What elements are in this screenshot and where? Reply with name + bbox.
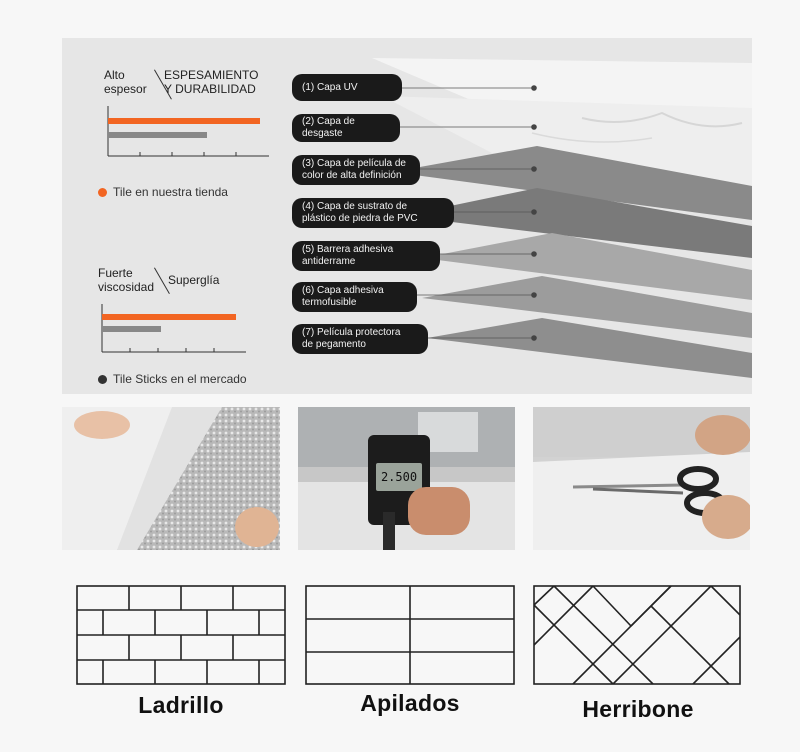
bar-ours-thickness <box>108 118 260 124</box>
metric-viscosity-chart <box>98 304 248 354</box>
pattern-herringbone-label: Herribone <box>582 696 694 722</box>
bar-ours-viscosity <box>102 314 236 320</box>
photo-thickness-gauge <box>298 407 515 550</box>
layer-label-7: (7) Película protectora de pegamento <box>292 324 428 354</box>
layer-label-6: (6) Capa adhesiva termofusible <box>292 282 417 312</box>
orange-dot-icon <box>98 188 107 197</box>
layer-label-5: (5) Barrera adhesiva antiderrame <box>292 241 440 271</box>
pattern-brick <box>76 585 286 685</box>
metric-thickness-left-label: Alto espesor <box>104 68 147 96</box>
layer-label-3: (3) Capa de película de color de alta definición <box>292 155 420 185</box>
metric-viscosity-right-label: Superglía <box>168 273 220 287</box>
metric-viscosity-left-label: Fuerte viscosidad <box>98 266 155 294</box>
pattern-herringbone <box>533 585 741 685</box>
pattern-stacked-label: Apilados <box>360 690 460 716</box>
pattern-brick-label: Ladrillo <box>138 692 224 718</box>
bar-market-thickness <box>108 132 207 138</box>
gauge-reading: 2.500 <box>380 470 418 484</box>
legend-market-label: Tile Sticks en el mercado <box>113 372 247 386</box>
black-dot-icon <box>98 375 107 384</box>
metric-thickness-right-label: ESPESAMIENTO Y DURABILIDAD <box>164 68 259 96</box>
pattern-stacked <box>305 585 515 685</box>
legend-ours-label: Tile en nuestra tienda <box>113 185 228 199</box>
bar-market-viscosity <box>102 326 161 332</box>
layer-label-4: (4) Capa de sustrato de plástico de piedra de PVC <box>292 198 454 228</box>
layer-structure-panel <box>62 38 752 394</box>
layer-label-1: (1) Capa UV <box>292 74 402 101</box>
legend-market <box>98 372 247 386</box>
photo-scissors-cut <box>533 407 750 550</box>
layer-label-2: (2) Capa de desgaste <box>292 114 400 142</box>
photo-peel-backing <box>62 407 280 550</box>
legend-ours <box>98 185 228 199</box>
metric-thickness-chart <box>104 106 274 158</box>
